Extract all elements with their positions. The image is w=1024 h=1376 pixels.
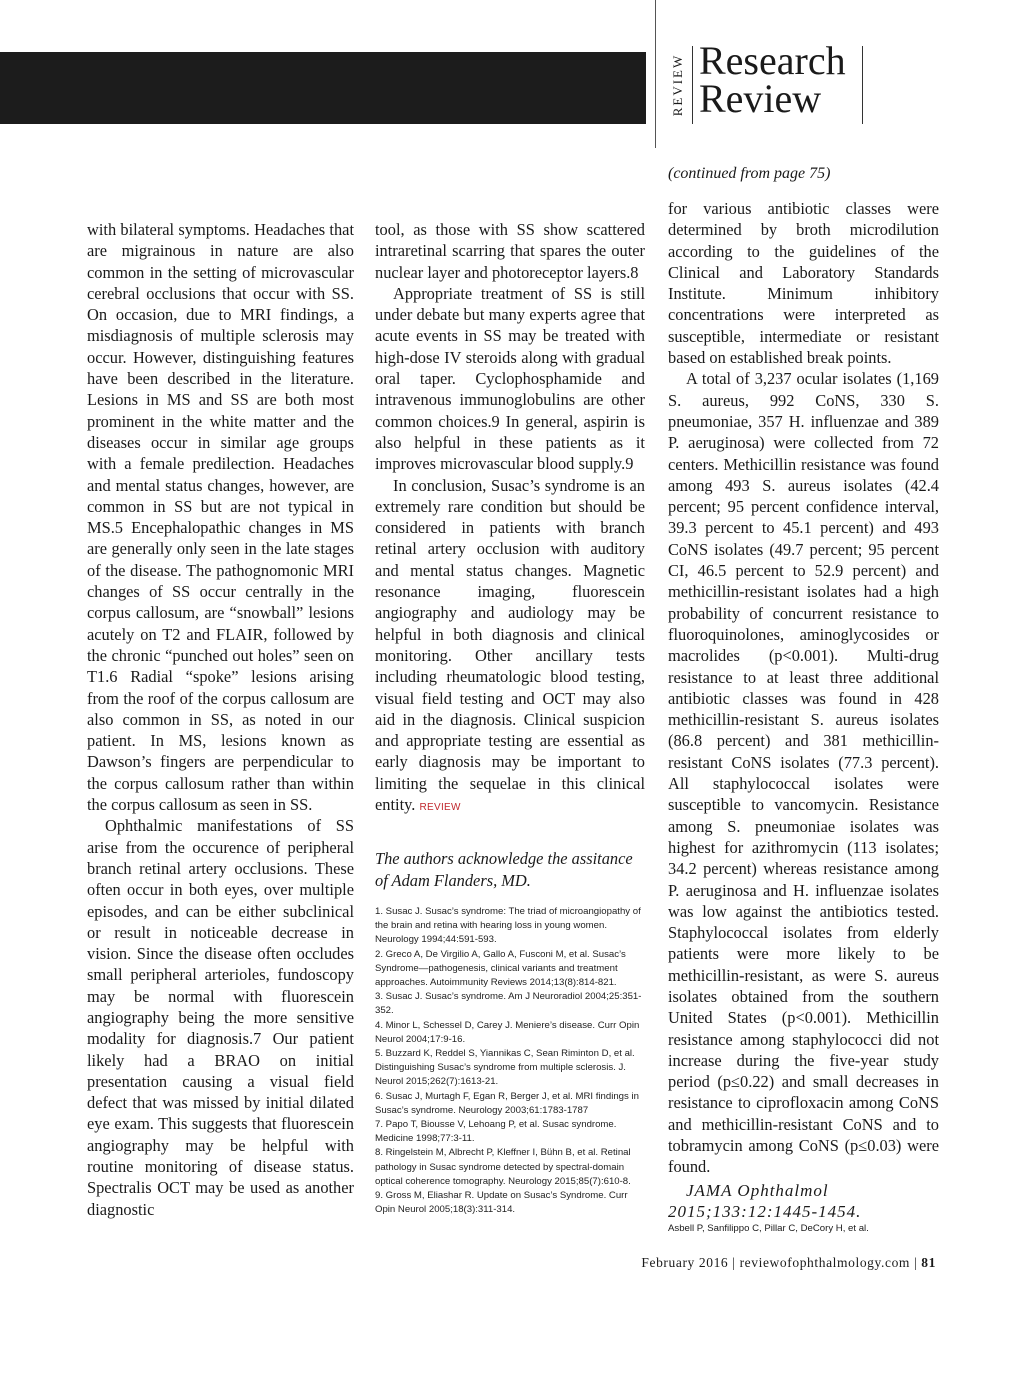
body-paragraph: with bilateral symptoms. Headaches that are migrainous in nature are also common in the setting of microvascular cerebral occlusions that occur with SS. On occasion, due to MRI findings, a misdiagnosis of multiple sclerosis may occur. However, distinguishing features have been described in the literature. Lesions in MS and SS are both most prominent in the white matter and the diseases occur in similar age groups with a female predilection. Headaches and mental status changes, however, are common in SS but are not typical in MS.5 Encephalopathic changes in MS are generally only seen in the late stages of the disease. The pathognomonic MRI changes of SS occur centrally in the corpus callosum, are “snowball” lesions acutely on T2 and FLAIR, followed by the chronic “punched out holes” seen on T1.6 Radial “spoke” lesions arising from the roof of the corpus callosum are also common in SS, as noted in our patient. In MS, lesions known as Dawson’s fingers are perpendicular to the corpus callosum rather than within the corpus callosum as seen in SS. xyxy=(87,220,354,815)
masthead-separator xyxy=(692,46,693,124)
issue-date: February 2016 xyxy=(641,1255,729,1270)
body-paragraph xyxy=(375,475,645,819)
continued-note: (continued from page 75) xyxy=(668,165,831,182)
reference-item: 8. Ringelstein M, Albrecht P, Kleffner I, Bühn B, et al. Retinal pathology in Susac syndrome detected by spectral-domain optical coherence tomography. Neurology 2015;85(7):610-8. xyxy=(375,1147,631,1187)
footer-separator: | xyxy=(914,1255,922,1270)
body-paragraph: tool, as those with SS show scattered intraretinal scarring that spares the outer nuclear layer and photoreceptor layers.8 xyxy=(375,220,645,282)
section-title xyxy=(699,38,846,121)
article-end-mark: REVIEW xyxy=(419,802,461,814)
body-paragraph: Appropriate treatment of SS is still under debate but many experts agree that acute events in SS may be treated with high-dose IV steroids along with gradual oral taper. Cyclophosphamide and intravenous immunoglobulins are other common choices.9 In general, aspirin is also helpful in these patients as it improves microvascular blood supply.9 xyxy=(375,283,645,474)
source-authors: Asbell P, Sanfilippo C, Pillar C, DeCory H, et al. xyxy=(668,1223,869,1235)
reference-item: 5. Buzzard K, Reddel S, Yiannikas C, Sean Riminton D, et al. Distinguishing Susac’s syndrome from multiple sclerosis. J. Neurol 2015;262(7):1613-21. xyxy=(375,1047,635,1088)
source-citation: JAMA Ophthalmol 2015;133:12:1445-1454. xyxy=(668,1180,862,1221)
section-title-line2: Review xyxy=(699,76,822,121)
article-column-left xyxy=(87,219,354,1220)
reference-list xyxy=(375,905,645,1217)
body-paragraph: A total of 3,237 ocular isolates (1,169 S. aureus, 992 CoNS, 330 S. pneumoniae, 357 H. influenzae and 389 P. aeruginosa) were collected from 72 centers. Methicillin resistance was found among 493 S. aureus isolates (42.4 percent; 95 percent confidence interval, 39.3 percent to 45.1 percent) and 493 CoNS isolates (49.7 percent; 95 percent CI, 46.5 percent to 52.9 percent) and methicillin-resistant isolates had a high probability of concurrent resistance to fluoroquinolones, aminoglycosides or macrolides (p<0.001). Multi-drug resistance to at least three additional antibiotic classes was found in 428 methicillin-resistant S. aureus isolates (86.8 percent) and 381 methicillin-resistant CoNS isolates (77.3 percent). All staphylococcal isolates were susceptible to vancomycin. Resistance among S. pneumoniae isolates was highest for azithromycin (113 isolates; 34.2 percent) whereas resistance among P. aeruginosa and H. influenzae isolates was low against the antibiotics tested. Staphylococcal isolates from elderly patients were more likely to be methicillin-resistant, as were S. aureus isolates obtained from the southern United States (p<0.001). Methicillin resistance among staphylococci did not increase during the five-year study period (p≤0.22) and small decreases in resistance to ciprofloxacin among CoNS and methicillin-resistant CoNS and to tobramycin among CoNS (p≤0.03) were found. xyxy=(668,369,939,1177)
section-tag-label: REVIEW xyxy=(670,53,685,117)
section-tag xyxy=(666,42,690,128)
header-divider-rule xyxy=(655,0,656,148)
article-column-middle xyxy=(375,219,645,1217)
conclusion-text: In conclusion, Susac’s syndrome is an extremely rare condition but should be considered in patients with branch retinal artery occlusion with auditory and mental status changes. Magnetic resonance imaging, fluorescein angiography and audiology may be helpful in both diagnosis and clinical monitoring. Other ancillary tests including rheumatologic blood testing, visual field testing and OCT may also aid in the diagnosis. Clinical suspicion and appropriate testing are essential as early diagnosis may be important to limiting the sequelae in this clinical entity. xyxy=(375,475,645,815)
footer-separator: | xyxy=(732,1255,740,1270)
reference-item: 3. Susac J. Susac’s syndrome. Am J Neuroradiol 2004;25:351-352. xyxy=(375,991,642,1017)
header-black-bar xyxy=(0,52,646,124)
page-footer xyxy=(641,1255,936,1271)
article-column-right xyxy=(668,198,939,1235)
masthead-end-rule xyxy=(862,46,863,124)
body-paragraph: Ophthalmic manifestations of SS arise from the occurence of peripheral branch retinal artery occlusions. These often occur in both eyes, over multiple episodes, and can be either subclinical or result in noticeable decrease in vision. Since the disease often occludes small peripheral arterioles, fundoscopy may be normal with fluorescein angiography being the more sensitive modality for diagnosis.7 Our patient likely had a BRAO on initial presentation causing a visual field defect that was missed by initial dilated eye exam. This suggests that fluorescein angiography may be helpful with routine monitoring of disease status. Spectralis OCT may be used as another diagnostic xyxy=(87,816,354,1219)
page-number: 81 xyxy=(921,1255,936,1270)
reference-item: 2. Greco A, De Virgilio A, Gallo A, Fusconi M, et al. Susac’s Syndrome—pathogenesis, clinical variants and treatment approaches. Autoimmunity Reviews 2014;13(8):814-821. xyxy=(375,948,626,988)
reference-item: 4. Minor L, Schessel D, Carey J. Meniere’s disease. Curr Opin Neurol 2004;17:9-16. xyxy=(375,1019,640,1045)
section-masthead xyxy=(666,38,876,128)
reference-item: 6. Susac J, Murtagh F, Egan R, Berger J, et al. MRI findings in Susac’s syndrome. Neurology 2003;61:1783-1787 xyxy=(375,1090,639,1116)
reference-item: 9. Gross M, Eliashar R. Update on Susac’s Syndrome. Curr Opin Neurol 2005;18(3):311-314. xyxy=(375,1189,628,1216)
section-title-line1: Research xyxy=(699,38,846,83)
reference-item: 7. Papo T, Biousse V, Lehoang P, et al. Susac syndrome. Medicine 1998;77:3-11. xyxy=(375,1118,617,1145)
website-url: reviewofophthalmology.com xyxy=(739,1255,911,1270)
acknowledgment: The authors acknowledge the assitance of Adam Flanders, MD. xyxy=(375,849,633,890)
body-paragraph: for various antibiotic classes were determined by broth microdilution according to the guidelines of the Clinical and Laboratory Standards Institute. Minimum inhibitory concentrations were interpreted as susceptible, intermediate or resistant based on established break points. xyxy=(668,199,939,368)
reference-item: 1. Susac J. Susac’s syndrome: The triad of microangiopathy of the brain and retina with hearing loss in young women. Neurology 1994;44:591-593. xyxy=(375,905,641,946)
